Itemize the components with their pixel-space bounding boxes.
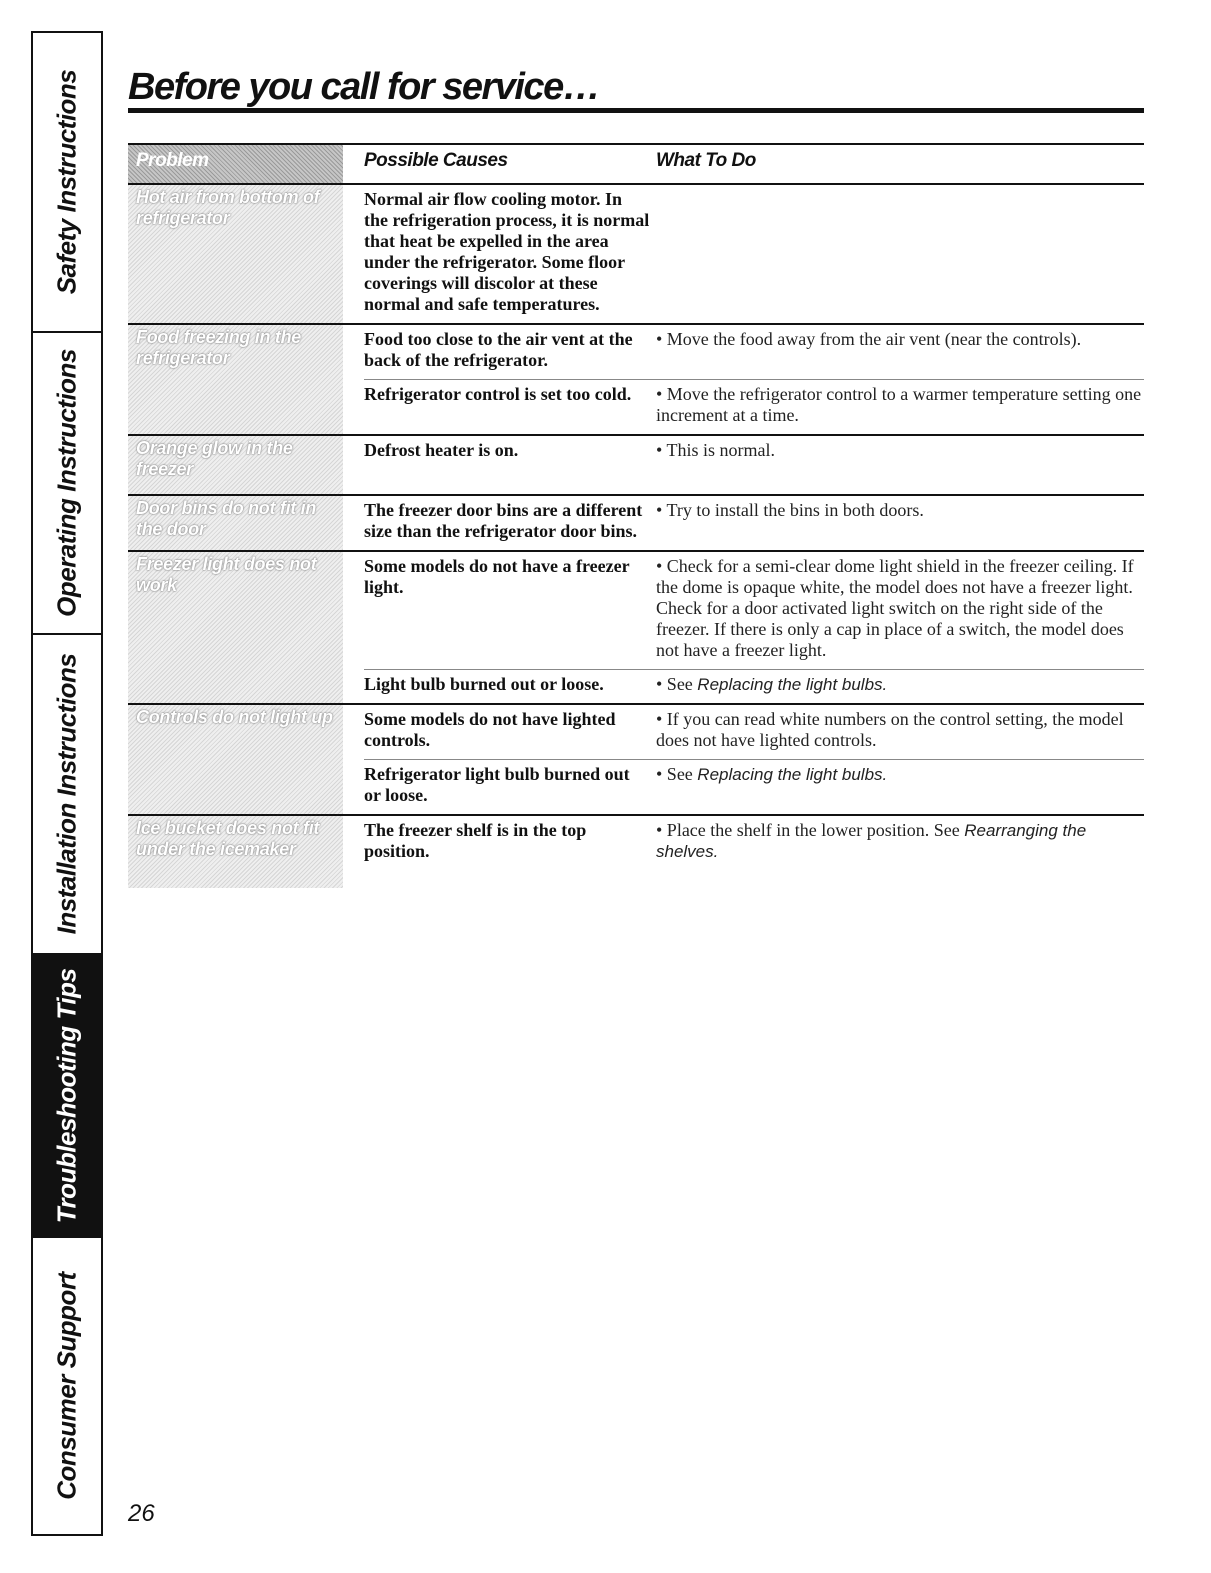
todo-main: • Move the refrigerator control to a warmer temperature setting one increment at a time. <box>656 384 1142 425</box>
side-tab-label: Installation Instructions <box>51 653 82 935</box>
problem-label: Ice bucket does not fit under the icemaker <box>128 816 343 888</box>
cause-text: Food too close to the air vent at the back of the refrigerator. <box>364 329 633 370</box>
cause-text: The freezer door bins are a different size than the refrigerator door bins. <box>364 500 643 541</box>
cause-row <box>364 379 1144 434</box>
todo-text <box>656 764 1144 806</box>
todo-main: • Place the shelf in the lower position. See <box>656 820 965 840</box>
todo-reference: Replacing the light bulbs. <box>697 765 888 784</box>
page-title: Before you call for service… <box>128 66 600 108</box>
todo-main: • If you can read white numbers on the control setting, the model does not have lighted controls. <box>656 709 1124 750</box>
todo-main: • See <box>656 674 698 694</box>
troubleshooting-table <box>128 143 1144 888</box>
todo-reference: Rearranging the shelves. <box>656 821 1087 861</box>
problem-group <box>128 436 1144 496</box>
header-problem: Problem <box>128 145 343 183</box>
cause-text: Defrost heater is on. <box>364 440 519 460</box>
side-tab-installation-instructions[interactable] <box>33 635 101 955</box>
problem-label: Freezer light does not work <box>128 552 343 703</box>
cause-text: Some models do not have lighted controls. <box>364 709 616 750</box>
todo-reference: Replacing the light bulbs. <box>697 675 888 694</box>
cause-text: Refrigerator light bulb burned out or loose. <box>364 764 630 805</box>
side-tab-safety-instructions[interactable] <box>33 33 101 333</box>
title-rule <box>128 108 1144 113</box>
side-tab-label: Troubleshooting Tips <box>51 968 82 1223</box>
todo-text <box>656 820 1144 862</box>
todo-main: • This is normal. <box>656 440 775 460</box>
problem-group <box>128 552 1144 705</box>
todo-main: • Check for a semi-clear dome light shield in the freezer ceiling. If the dome is opaque white, the model does not have a freezer light. Check for a door activated light switch on the right side of the freezer. If there is only a cap in place of a switch, the model does not have a freezer light. <box>656 556 1134 660</box>
side-tab-strip <box>31 31 103 1536</box>
problem-group <box>128 816 1144 888</box>
todo-main: • Try to install the bins in both doors. <box>656 500 924 520</box>
problem-label: Orange glow in the freezer <box>128 436 343 494</box>
header-possible-causes: Possible Causes <box>364 150 508 171</box>
cause-text: Light bulb burned out or loose. <box>364 674 604 694</box>
todo-main: • See <box>656 764 698 784</box>
todo-main: • Move the food away from the air vent (near the controls). <box>656 329 1082 349</box>
side-tab-label: Operating Instructions <box>51 349 82 617</box>
todo-text <box>656 329 1144 371</box>
todo-text <box>656 674 1144 695</box>
todo-text <box>656 500 1144 542</box>
table-header-row <box>128 143 1144 185</box>
cause-text: Normal air flow cooling motor. In the refrigeration process, it is normal that heat be expelled in the area under the refrigerator. Some floor coverings will discolor at these normal and safe temperatures. <box>364 189 650 314</box>
side-tab-label: Consumer Support <box>51 1272 82 1500</box>
header-what-to-do: What To Do <box>656 150 756 171</box>
problem-group <box>128 705 1144 816</box>
cause-text: Some models do not have a freezer light. <box>364 556 630 597</box>
problem-label: Controls do not light up <box>128 705 343 814</box>
cause-text: Refrigerator control is set too cold. <box>364 384 632 404</box>
side-tab-operating-instructions[interactable] <box>33 333 101 635</box>
problem-label: Food freezing in the refrigerator <box>128 325 343 434</box>
cause-row <box>364 816 1144 870</box>
side-tab-troubleshooting-tips[interactable] <box>33 955 101 1238</box>
cause-row <box>364 669 1144 703</box>
cause-row <box>364 552 1144 669</box>
todo-text <box>656 440 1144 461</box>
cause-row <box>364 705 1144 759</box>
problem-label: Hot air from bottom of refrigerator <box>128 185 343 323</box>
cause-row <box>364 325 1144 379</box>
todo-text <box>656 384 1144 426</box>
cause-row <box>364 759 1144 814</box>
problem-group <box>128 185 1144 325</box>
problem-label: Door bins do not fit in the door <box>128 496 343 550</box>
problem-group <box>128 496 1144 552</box>
cause-row <box>364 436 1144 469</box>
side-tab-label: Safety Instructions <box>51 69 82 295</box>
todo-text <box>656 709 1144 751</box>
cause-row <box>364 185 1144 323</box>
page-number: 26 <box>128 1500 155 1527</box>
cause-text: The freezer shelf is in the top position. <box>364 820 587 861</box>
todo-text <box>656 556 1144 661</box>
side-tab-consumer-support[interactable] <box>33 1238 101 1534</box>
cause-row <box>364 496 1144 550</box>
todo-text <box>656 189 1144 315</box>
problem-group <box>128 325 1144 436</box>
